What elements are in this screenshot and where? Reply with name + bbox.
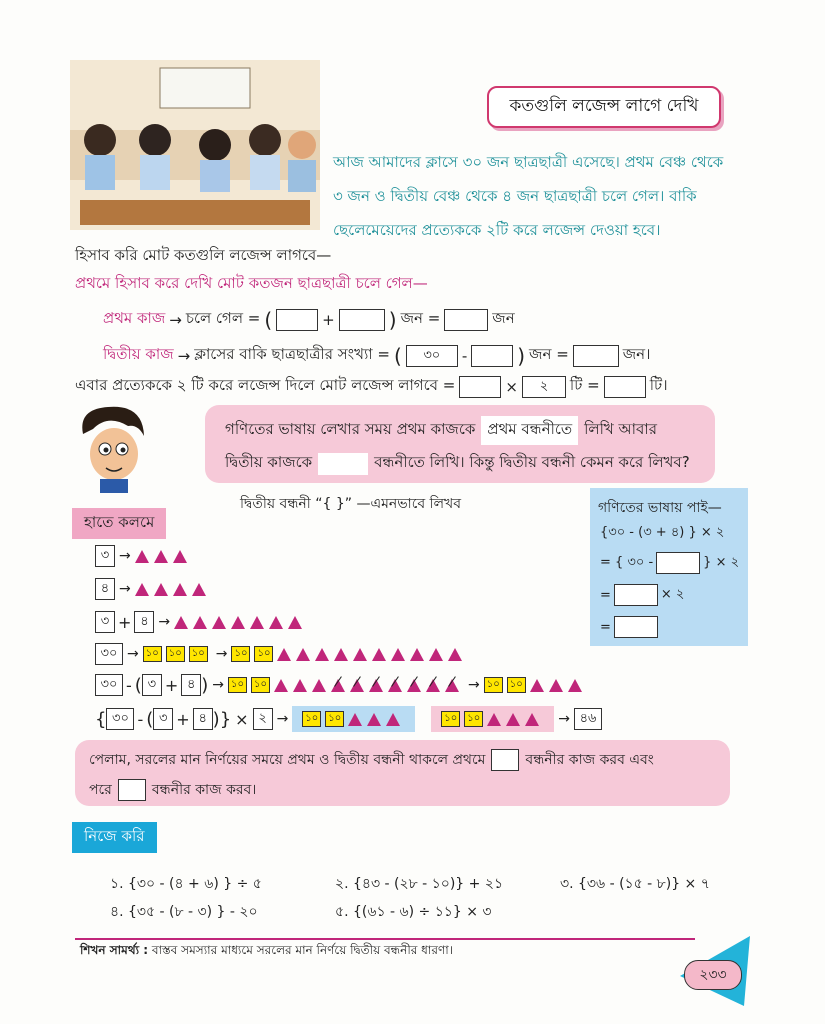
two-box: ২ [522,376,566,398]
third-line-row: এবার প্রত্যেককে ২ টি করে লজেন্স দিলে মোট লজেন্স লাগবে = × ২ টি = টি। [75,374,668,399]
lozenge-icon [269,616,283,629]
jon-end: জন। [622,345,651,363]
first-task-row: প্রথম কাজ → চলে গেল = ( + ) জন = জন [103,307,515,332]
intro-paragraph: আজ আমাদের ক্লাসে ৩০ জন ছাত্রছাত্রী এসেছে। প্রথম বেঞ্চ থেকে ৩ জন ও দ্বিতীয় বেঞ্চ থেকে ৪ জন ছাত্রছাত্রী চলে গেল। বাকি ছেলেমেয়েদের প্রত্যেককে ২টি করে লজেন্স দেওয়া হবে। [333,153,724,239]
lozenge-icon [192,583,206,596]
lozenge-crossed-icon [350,679,364,692]
boy-face-illustration [78,404,148,494]
maths-line-1: {৩০ - (৩ + ৪) } × ২ [600,525,725,540]
page-number-badge [680,936,750,1006]
hands-on-row-30-minus: ৩০ - ( ৩ + ৪ ) → ১০ ১০ → ১০ ১০ [95,674,587,696]
result-box: ৪৬ [574,708,602,730]
lozenge-crossed-icon [445,679,459,692]
lozenge-crossed-icon [331,679,345,692]
speech-line-2a: দ্বিতীয় কাজকে [225,453,313,471]
lozenge-icon [448,648,462,661]
first-task-label: প্রথম কাজ [103,309,166,327]
lozenge-icon [315,648,329,661]
third-line-text: এবার প্রত্যেককে ২ টি করে লজেন্স দিলে মোট লজেন্স লাগবে = [75,376,456,394]
arrow-icon: → [119,581,131,597]
lozenge-icon [173,583,187,596]
arrow-icon: → [169,310,182,329]
answer-box[interactable] [444,309,488,331]
calc-line-1: হিসাব করি মোট কতগুলি লজেন্স লাগবে— [75,246,332,264]
lozenge-crossed-icon [388,679,402,692]
answer-box[interactable] [491,749,519,771]
lozenge-icon [193,616,207,629]
lozenge-icon [296,648,310,661]
lozenge-icon [372,648,386,661]
lozenge-icon [530,679,544,692]
arrow-icon: → [158,614,171,630]
paren-close: ) [388,307,397,332]
arrow-icon: → [467,677,480,693]
highlight-first-bracket: প্রথম বন্ধনীতে [481,416,578,445]
footer-rule [75,938,695,940]
lozenge-icon [506,713,520,726]
group-box-b: ১০ ১০ [431,706,554,732]
lozenge-icon [135,550,149,563]
problem-1: ১. {৩০ - (৪ + ৬) } ÷ ৫ [110,876,262,892]
answer-box[interactable] [318,453,368,475]
lozenge-icon [293,679,307,692]
lozenge-icon [312,679,326,692]
lozenge-icon [386,713,400,726]
lozenge-icon [429,648,443,661]
paren-open: ( [264,307,273,332]
second-task-text: ক্লাসের বাকি ছাত্রছাত্রীর সংখ্যা = [194,345,390,363]
lozenge-icon [487,713,501,726]
maths-language-title: গণিতের ভাষায় পাই— [598,500,722,516]
lozenge-icon [250,616,264,629]
jon-label: জন [492,309,515,327]
conclusion-box: পেলাম, সরলের মান নির্ণয়ের সময়ে প্রথম ও দ্বিতীয় বন্ধনী থাকলে প্রথমে বন্ধনীর কাজ করব এবং পরে বন্ধনীর কাজ করব। [75,740,730,806]
classroom-illustration [70,60,320,230]
answer-box[interactable] [656,552,700,574]
arrow-icon: → [212,677,224,693]
footer-note: শিখন সামর্থ্য : বাস্তব সমস্যার মাধ্যমে সরলের মান নির্ণয়ে দ্বিতীয় বন্ধনীর ধারণা। [80,943,454,957]
lozenge-icon [568,679,582,692]
problem-3: ৩. {৩৬ - (১৫ - ৮)} × ৭ [560,876,710,892]
lozenge-icon [274,679,288,692]
jon-eq: জন = [400,309,441,327]
arrow-icon: → [127,646,139,662]
lozenge-icon [135,583,149,596]
jon-eq: জন = [529,345,569,363]
lozenge-icon [277,648,291,661]
page-title: কতগুলি লজেন্স লাগে দেখি [487,86,721,128]
lozenge-icon [173,550,187,563]
lozenge-icon [154,550,168,563]
problem-5: ৫. {(৬১ - ৬) ÷ ১১} × ৩ [335,904,492,920]
group-box-a: ১০ ১০ [292,706,415,732]
self-do-title: নিজে করি [72,822,157,853]
problem-4: ৪. {৩৫ - (৮ - ৩) } - ২০ [110,904,258,920]
first-task-text: চলে গেল = [185,309,261,327]
hands-on-row-30: ৩০ → ১০ ১০ ১০ → ১০ ১০ [95,643,467,665]
arrow-icon: → [119,548,131,564]
answer-box[interactable] [614,616,658,638]
lozenge-icon [367,713,381,726]
calc-line-2: প্রথমে হিসাব করে দেখি মোট কতজন ছাত্রছাত্রী চলে গেল— [75,274,428,292]
lozenge-icon [212,616,226,629]
arrow-icon: → [558,711,571,727]
hands-on-row-4: ৪ → [95,578,211,600]
lozenge-icon [154,583,168,596]
maths-language-box: গণিতের ভাষায় পাই— {৩০ - (৩ + ৪) } × ২ = { ৩০ - } × ২ = × ২ = [590,488,748,646]
answer-box[interactable] [276,309,318,331]
answer-box[interactable] [118,779,146,801]
answer-box[interactable] [471,345,513,367]
problem-2: ২. {৪৩ - (২৮ - ১০)} + ২১ [335,876,504,892]
lozenge-icon [348,713,362,726]
arrow-icon: → [276,711,289,727]
lozenge-icon [525,713,539,726]
answer-box[interactable] [604,376,646,398]
lozenge-icon [410,648,424,661]
lozenge-icon [231,616,245,629]
lozenge-crossed-icon [369,679,383,692]
thirty-box: ৩০ [406,345,458,367]
hands-on-row-3-plus-4: ৩ + ৪ → [95,611,307,633]
second-task-label: দ্বিতীয় কাজ [103,345,174,363]
speech-box [205,405,715,483]
arrow-icon: → [177,346,191,365]
page-number: ২৩৩ [699,967,727,983]
answer-box[interactable] [614,584,658,606]
answer-box[interactable] [339,309,385,331]
hands-on-title: হাতে কলমে [72,508,166,539]
speech-line-2b: বন্ধনীতে লিখি। কিন্তু দ্বিতীয় বন্ধনী কেমন করে লিখব? [374,453,690,471]
answer-box[interactable] [573,345,619,367]
hands-on-row-final: { ৩০ - ( ৩ + ৪ ) } × ২ → ১০ ১০ ১০ ১০ → ৪৬ [95,706,602,732]
lozenge-crossed-icon [426,679,440,692]
lozenge-icon [391,648,405,661]
hands-on-row-3: ৩ → [95,545,192,567]
bracket-note: দ্বিতীয় বন্ধনী “{ }” —এমনভাবে লিখব [240,496,462,512]
second-task-row: দ্বিতীয় কাজ → ক্লাসের বাকি ছাত্রছাত্রীর সংখ্যা = ( ৩০ - ) জন = জন। [103,343,651,368]
lozenge-crossed-icon [407,679,421,692]
lozenge-icon [174,616,188,629]
lozenge-icon [288,616,302,629]
answer-box[interactable] [459,376,501,398]
lozenge-icon [334,648,348,661]
speech-line-1b: লিখি আবার [584,420,657,438]
speech-line-1a: গণিতের ভাষায় লেখার সময় প্রথম কাজকে [225,420,476,438]
arrow-icon: → [215,646,228,662]
lozenge-icon [549,679,563,692]
lozenge-icon [353,648,367,661]
